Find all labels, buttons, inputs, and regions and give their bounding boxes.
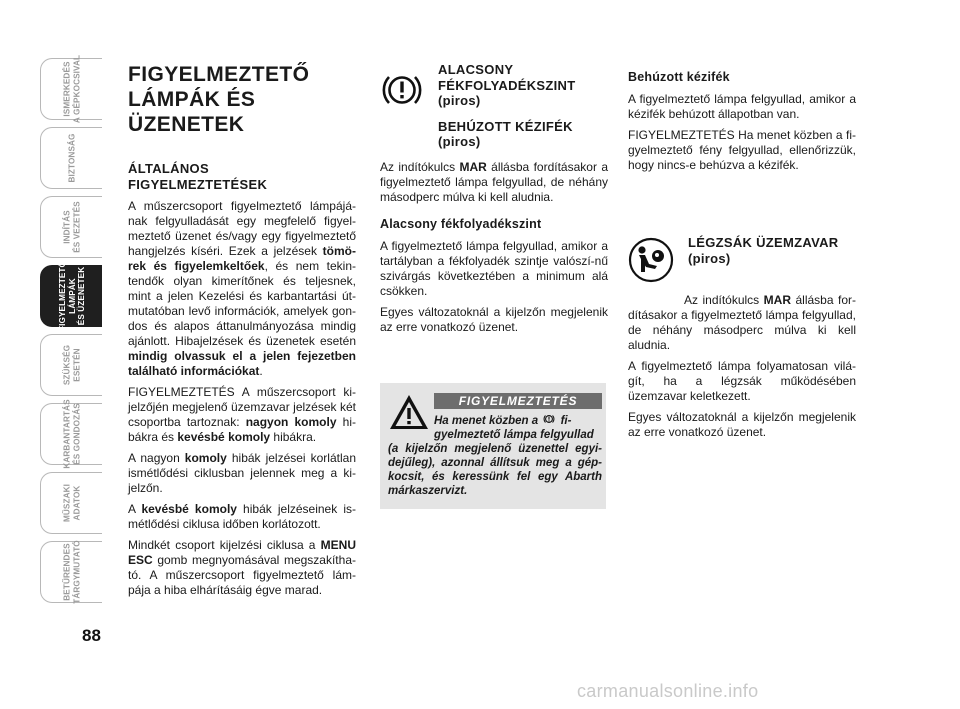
warning-text: Ha menet közben a fi- gyelmeztető lámpa felgyullad (a kijelzőn megjelenő üzenettel egyi-dejűleg), azonnal állítsuk meg a gép-kocsit, és keressünk fel egy Abarth márkaszervizt. (388, 415, 602, 497)
tab-figyelmezteto-lampak[interactable] (40, 261, 102, 331)
page-title-line2: LÁMPÁK ÉS ÜZENETEK (128, 88, 256, 136)
paragraph: A figyelmeztető lámpa folyamatosan vilá-gít, ha a légzsák működésében üzemzavar keletkezett. (628, 359, 856, 403)
paragraph: A műszercsoport figyelmeztető lámpájá-nak felgyulladását egy megfelelő figyel-meztető üzenet és/vagy egy figyelmeztető hangjelzés kíséri. Ezek a jelzések tömö-rek és figyelemkeltőek, és nem tekin-tendők olyan kimerítőnek és teljesnek, mint a jelen Kezelési és karbantartási út-mutatóban levő információk, amelyek gon-dos és alapos áttanulmányozása mindig ajánlott. Hibajelzések és üzenetek esetén mindig olvassuk el a jelen fejezetben található információkat. (128, 199, 356, 378)
tab-biztonsag[interactable] (40, 127, 102, 189)
warning-header: FIGYELMEZTETÉS (434, 393, 602, 409)
tab-muszaki-adatok[interactable] (40, 472, 102, 534)
section-heading (128, 161, 356, 192)
brake-warning-icon (380, 68, 424, 112)
tab-label: BETŰRENDES TÁRGYMUTATÓ (62, 540, 81, 604)
handbrake-heading: BEHÚZOTT KÉZIFÉK (piros) (438, 118, 573, 149)
tab-karbantartas[interactable] (40, 399, 102, 469)
tab-label: INDÍTÁS ÉS VEZETÉS (62, 201, 81, 253)
tab-targymutato[interactable] (40, 541, 102, 603)
warning-box (380, 383, 606, 509)
paragraph: A kevésbé komoly hibák jelzéseinek is-métlődési ciklusa időben korlátozott. (128, 502, 356, 531)
tab-inditas[interactable] (40, 196, 102, 258)
column-brake-warning (380, 62, 608, 341)
column-handbrake-airbag (628, 70, 856, 446)
tab-label: MŰSZAKI ADATOK (62, 484, 81, 522)
airbag-heading: LÉGZSÁK ÜZEMZAVAR (piros) (688, 235, 839, 266)
airbag-warning-icon (628, 237, 674, 283)
paragraph: FIGYELMEZTETÉS A műszercsoport ki-jelzőjén megjelenő üzemzavar jelzések két csoportba tartoznak: nagyon komoly hi-bákra és kevésbé komoly hibákra. (128, 385, 356, 444)
tab-label: FIGYELMEZTETŐ LÁMPÁK ÉS ÜZENETEK (57, 261, 86, 331)
page-number: 88 (82, 626, 101, 645)
page-title (128, 62, 356, 137)
tab-label: BIZTONSÁG (66, 133, 76, 183)
tab-label: ISMERKEDÉS A GÉPKOCSIVAL (62, 54, 81, 124)
chapter-tabs (40, 54, 102, 610)
paragraph: Az indítókulcs MAR állásba for-dításakor a figyelmeztető lámpa felgyullad, de néhány másodperc múlva ki kell aludnia. (628, 293, 856, 352)
brake-fluid-heading: ALACSONY FÉKFOLYADÉKSZINT (piros) (438, 62, 576, 108)
subheading-low-brake-fluid: Alacsony fékfolyadékszint (380, 217, 542, 231)
section-heading-line1: ÁLTALÁNOS (128, 161, 209, 176)
section-heading-line2: FIGYELMEZTETÉSEK (128, 176, 268, 192)
tab-szukseg-eseten[interactable] (40, 334, 102, 396)
paragraph: A figyelmeztető lámpa felgyullad, amikor a kézifék behúzott állapotban van. (628, 92, 856, 121)
subheading-handbrake: Behúzott kézifék (628, 70, 730, 84)
column-general-warnings (128, 62, 356, 604)
tab-ismerkedes[interactable] (40, 54, 102, 124)
paragraph: Egyes változatoknál a kijelzőn megjelenik az erre vonatkozó üzenet. (380, 305, 608, 334)
tab-label: KARBANTARTÁS ÉS GONDOZÁS (62, 399, 81, 469)
page-title-line1: FIGYELMEZTETŐ (128, 63, 310, 86)
paragraph: Az indítókulcs MAR állásba fordításakor a figyelmeztető lámpa felgyullad, de néhány másodperc múlva ki kell aludnia. (380, 160, 608, 204)
paragraph: Mindkét csoport kijelzési ciklusa a MENU ESC gomb megnyomásával megszakítha-tó. A műszercsoport figyelmeztető lám-pája a hiba elhárításáig égve marad. (128, 538, 356, 597)
brake-warning-icon-inline (541, 413, 557, 425)
paragraph: FIGYELMEZTETÉS Ha menet közben a fi-gyelmeztető fény felgyullad, ellenőrizzük, hogy nincs-e behúzva a kézifék. (628, 128, 856, 172)
paragraph: A figyelmeztető lámpa felgyullad, amikor a tartályban a fékfolyadék szintje valószí-nű szivárgás következtében a minimum alá csökken. (380, 239, 608, 298)
tab-label: SZÜKSÉG ESETÉN (62, 344, 81, 386)
watermark: carmanualsonline.info (577, 681, 759, 701)
paragraph: A nagyon komoly hibák jelzései korlátlan ismétlődési ciklusban jelennek meg a ki-jelzőn. (128, 451, 356, 495)
paragraph: Egyes változatoknál a kijelzőn megjelenik az erre vonatkozó üzenet. (628, 410, 856, 439)
